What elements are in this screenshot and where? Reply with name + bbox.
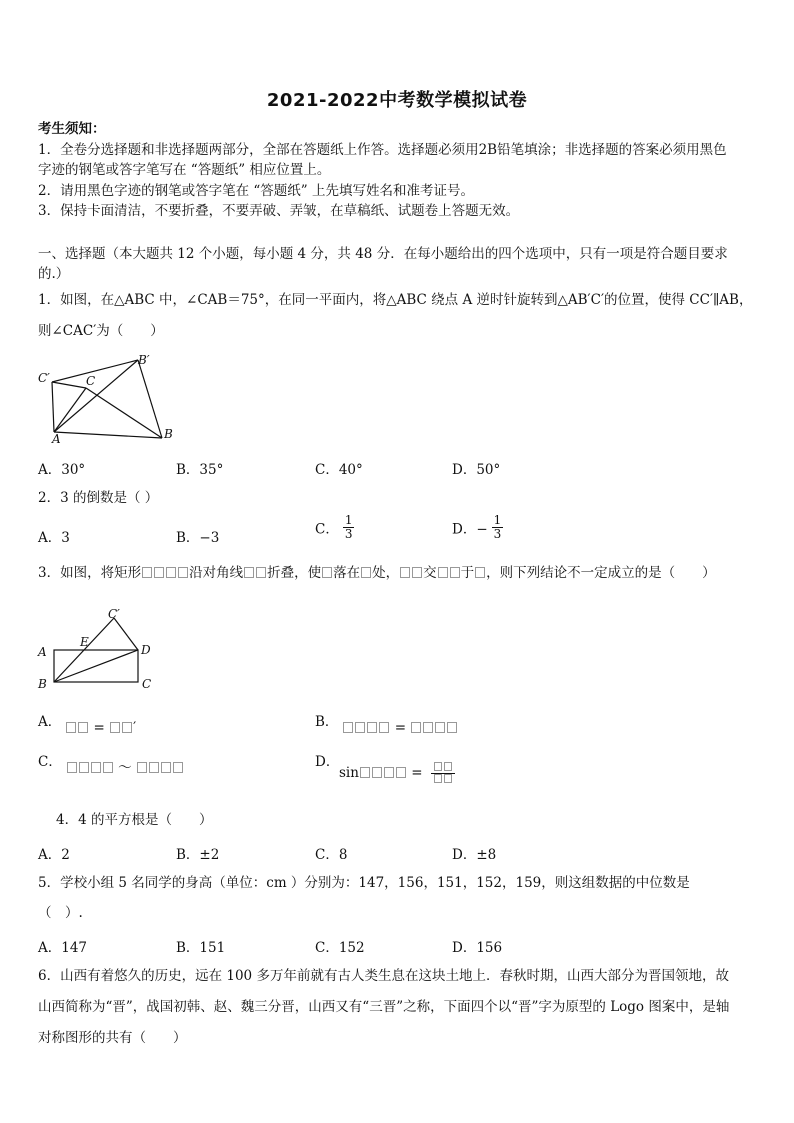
q5-stem-line1: 5．学校小组 5 名同学的身高（单位：cm ）分别为：147，156，151，152，159，则这组数据的中位数是 <box>38 875 690 891</box>
missing-glyph-icon <box>322 567 332 578</box>
q1-line-c-prime-c <box>52 382 86 388</box>
q3-option-a-label: A． <box>38 714 62 730</box>
q3-label-e: E <box>80 635 89 649</box>
notice-item-2: 2．请用黑色字迹的钢笔或答字笔在 “答题纸” 上先填写姓名和准考证号。 <box>38 183 474 199</box>
q1-label-b: B <box>164 427 173 441</box>
q1-line-b-prime-b <box>138 360 162 438</box>
missing-glyph-icon <box>149 762 159 773</box>
q1-label-c: C <box>86 374 96 388</box>
missing-glyph-icon <box>372 767 382 778</box>
missing-glyph-icon <box>367 722 377 733</box>
section-heading-line1: 一、选择题（本大题共 12 个小题，每小题 4 分，共 48 分．在每小题给出的四个选项中，只有一项是符合题目要求 <box>38 246 728 262</box>
q5-option-a[interactable]: A．147 <box>38 940 88 956</box>
q4-option-b[interactable]: B．±2 <box>176 847 220 863</box>
q2-option-c-numerator: 1 <box>344 513 353 527</box>
q2-option-c-fraction <box>343 514 355 541</box>
missing-glyph-icon <box>256 567 266 578</box>
q1-stem-line2: 则∠CAC′为（ ） <box>38 323 164 339</box>
q1-line-ac <box>54 388 86 432</box>
q3-option-c-similar: ～ <box>118 760 132 776</box>
q1-line-cb <box>86 388 162 438</box>
q6-stem-line3: 对称图形的共有（ ） <box>38 1030 187 1046</box>
missing-glyph-icon <box>434 774 442 783</box>
q3-label-d: D <box>141 643 151 657</box>
q3-stem-part-3: 折叠，使 <box>267 565 322 581</box>
q3-label-b: B <box>38 677 47 691</box>
q2-option-d-denominator: 3 <box>493 527 502 541</box>
q3-label-c-prime: C′ <box>108 607 120 621</box>
q5-stem-line2: （ ）. <box>38 905 83 921</box>
missing-glyph-icon <box>66 722 76 733</box>
q2-option-b[interactable]: B．−3 <box>176 530 220 546</box>
missing-glyph-icon <box>244 567 254 578</box>
q3-option-d-expression <box>339 762 455 785</box>
q3-stem-part-8: ，则下列结论不一定成立的是（ ） <box>486 565 716 581</box>
notice-item-1a: 1．全卷分选择题和非选择题两部分，全部在答题纸上作答。选择题必须用2B铅笔填涂；非选择题的答案必须用黑色 <box>38 142 727 158</box>
notice-item-3: 3．保持卡面清洁，不要折叠，不要弄破、弄皱，在草稿纸、试题卷上答题无效。 <box>38 203 520 219</box>
q3-option-b-label: B． <box>315 714 339 730</box>
q3-stem-part-4: 落在 <box>333 565 361 581</box>
missing-glyph-icon <box>178 567 188 578</box>
missing-glyph-icon <box>444 762 452 771</box>
missing-glyph-icon <box>166 567 176 578</box>
q1-option-a[interactable]: A．30° <box>38 462 86 478</box>
missing-glyph-icon <box>475 567 485 578</box>
missing-glyph-icon <box>379 722 389 733</box>
missing-glyph-icon <box>355 722 365 733</box>
q3-option-c[interactable] <box>38 750 184 776</box>
q1-figure <box>30 348 190 448</box>
q3-diagonal-bd <box>54 650 138 682</box>
q3-option-b-equals: = <box>394 720 407 736</box>
missing-glyph-icon <box>396 767 406 778</box>
notice-item-1b: 字迹的钢笔或答字笔写在 “答题纸” 相应位置上。 <box>38 162 331 178</box>
q1-option-c[interactable]: C．40° <box>315 462 363 478</box>
missing-glyph-icon <box>142 567 152 578</box>
missing-glyph-icon <box>444 774 452 783</box>
missing-glyph-icon <box>450 567 460 578</box>
q4-option-c[interactable]: C．8 <box>315 847 348 863</box>
missing-glyph-icon <box>360 767 370 778</box>
missing-glyph-icon <box>154 567 164 578</box>
q3-option-a[interactable] <box>38 710 136 736</box>
q1-option-d[interactable]: D．50° <box>452 462 501 478</box>
q1-label-a: A <box>52 432 61 446</box>
q3-option-d[interactable] <box>315 750 423 781</box>
q3-stem-part-1: 3．如图，将矩形 <box>38 565 142 581</box>
missing-glyph-icon <box>438 567 448 578</box>
q3-stem <box>38 563 716 583</box>
q3-option-a-prime: ′ <box>133 720 137 736</box>
missing-glyph-icon <box>103 762 113 773</box>
page-title: 2021-2022中考数学模拟试卷 <box>266 90 528 111</box>
q2-option-c-label: C． <box>315 521 339 538</box>
missing-glyph-icon <box>435 722 445 733</box>
q2-option-d-fraction <box>492 514 504 541</box>
missing-glyph-icon <box>161 762 171 773</box>
section-heading-line2: 的.） <box>38 266 70 282</box>
q2-option-d-label: D．− <box>452 521 488 538</box>
missing-glyph-icon <box>137 762 147 773</box>
q1-line-ab <box>54 432 162 438</box>
missing-glyph-icon <box>434 762 442 771</box>
missing-glyph-icon <box>343 722 353 733</box>
q3-figure <box>30 606 170 694</box>
q4-option-a[interactable]: A．2 <box>38 847 70 863</box>
q6-stem-line1: 6．山西有着悠久的历史，远在 100 多万年前就有古人类生息在这块土地上．春秋时期，山西大部分为晋国领地，故 <box>38 968 729 984</box>
missing-glyph-icon <box>447 722 457 733</box>
missing-glyph-icon <box>361 567 371 578</box>
q2-option-a[interactable]: A．3 <box>38 530 70 546</box>
q3-stem-part-2: 沿对角线 <box>189 565 244 581</box>
q3-label-c: C <box>142 677 152 691</box>
q1-stem-line1: 1．如图，在△ABC 中，∠CAB＝75°，在同一平面内，将△ABC 绕点 A 逆时针旋转到△AB′C′的位置，使得 CC′∥AB， <box>38 292 753 308</box>
q3-option-c-label: C． <box>38 754 62 770</box>
q2-option-d-numerator: 1 <box>493 513 502 527</box>
missing-glyph-icon <box>79 762 89 773</box>
q5-option-d[interactable]: D．156 <box>452 940 503 956</box>
q3-line-c-prime-d <box>114 618 138 650</box>
missing-glyph-icon <box>110 722 120 733</box>
q3-stem-part-6: 交 <box>423 565 437 581</box>
q2-stem: 2．3 的倒数是（ ） <box>38 490 159 506</box>
q3-option-d-fraction <box>431 762 455 785</box>
q3-stem-part-7: 于 <box>460 565 475 581</box>
q3-option-d-equals: = <box>411 765 423 781</box>
q3-option-d-sin: sin <box>339 765 359 781</box>
missing-glyph-icon <box>78 722 88 733</box>
q1-label-c-prime: C′ <box>38 371 50 385</box>
missing-glyph-icon <box>67 762 77 773</box>
missing-glyph-icon <box>91 762 101 773</box>
missing-glyph-icon <box>173 762 183 773</box>
q4-option-d[interactable]: D．±8 <box>452 847 497 863</box>
q3-stem-part-5: 处， <box>372 565 400 581</box>
q1-line-ac-prime <box>52 382 54 432</box>
q5-option-b[interactable]: B．151 <box>176 940 226 956</box>
missing-glyph-icon <box>411 722 421 733</box>
q4-stem: 4．4 的平方根是（ ） <box>56 812 213 828</box>
q3-option-d-label: D． <box>315 754 340 770</box>
missing-glyph-icon <box>423 722 433 733</box>
q5-option-c[interactable]: C．152 <box>315 940 365 956</box>
q2-option-c-denominator: 3 <box>344 527 353 541</box>
q2-option-d[interactable] <box>452 514 503 541</box>
missing-glyph-icon <box>122 722 132 733</box>
missing-glyph-icon <box>412 567 422 578</box>
q3-option-a-equals: = <box>93 720 105 736</box>
q3-label-a: A <box>38 645 47 659</box>
q6-stem-line2: 山西简称为“晋”，战国初韩、赵、魏三分晋，山西又有“三晋”之称，下面四个以“晋”字为原型的 Logo 图案中，是轴 <box>38 999 730 1015</box>
missing-glyph-icon <box>384 767 394 778</box>
missing-glyph-icon <box>400 567 410 578</box>
q2-option-c[interactable] <box>315 514 354 541</box>
q3-option-b[interactable] <box>315 710 458 736</box>
q1-label-b-prime: B′ <box>138 353 150 367</box>
notice-heading: 考生须知： <box>38 121 106 137</box>
q1-option-b[interactable]: B．35° <box>176 462 224 478</box>
